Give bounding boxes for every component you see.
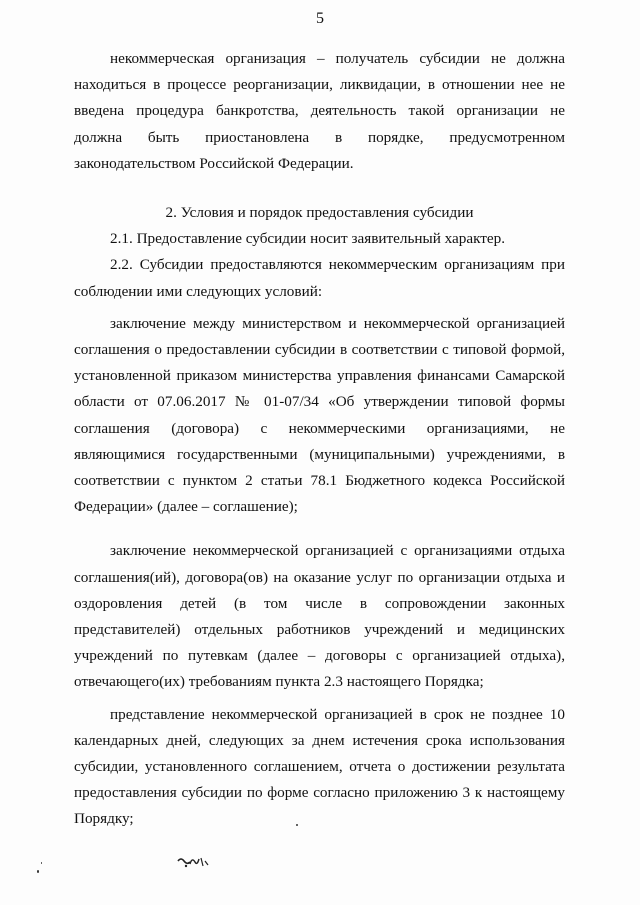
scan-speck — [296, 824, 298, 826]
scan-speck — [41, 862, 42, 864]
section-title: 2. Условия и порядок предоставления субсидии — [165, 204, 474, 222]
stamp-fragment-icon — [176, 852, 210, 870]
document-body — [74, 46, 565, 833]
paragraph-2-2: 2.2. Субсидии предоставляются некоммерческим организациям при соблюдении ими следующих условий: — [74, 256, 565, 300]
condition-agreement: заключение между министерством и некоммерческой организацией соглашения о предоставлении субсидии в соответствии с типовой формой, установленной приказом министерства управления финансами Самарской области от 07.06.2017 № 01-07/34 «Об утверждении типовой формы соглашения (договора) с некоммерческими организациями, не являющимися государственными (муниципальными) учреждениями, в соответствии с пунктом 2 статьи 78.1 Бюджетного кодекса Российской Федерации» (далее – соглашение); — [74, 314, 565, 516]
page-number: 5 — [316, 10, 324, 27]
continuation-paragraph: некоммерческая организация – получатель субсидии не должна находиться в процессе реорганизации, ликвидации, в отношении нее не введена процедура банкротства, деятельность такой организации не должна быть приостановлена в порядке, предусмотренном законодательством Российской Федерации. — [74, 50, 565, 172]
scan-speck — [37, 870, 39, 873]
condition-recreation-contracts: заключение некоммерческой организацией с организациями отдыха соглашения(ий), договора(ов) на оказание услуг по организации отдыха и оздоровления детей (в том числе в сопровождении законных представителей) отдельных работников учреждений и медицинских учреждений по путевкам (далее – договоры с организацией отдыха), отвечающего(их) требованиям пункта 2.3 настоящего Порядка; — [74, 542, 565, 691]
paragraph-2-1: 2.1. Предоставление субсидии носит заявительный характер. — [110, 230, 506, 248]
condition-report: представление некоммерческой организацией в срок не позднее 10 календарных дней, следующих за днем истечения срока использования субсидии, установленного соглашением, отчета о достижении результата предоставления субсидии по форме согласно приложению 3 к настоящему Порядку; — [74, 705, 565, 828]
